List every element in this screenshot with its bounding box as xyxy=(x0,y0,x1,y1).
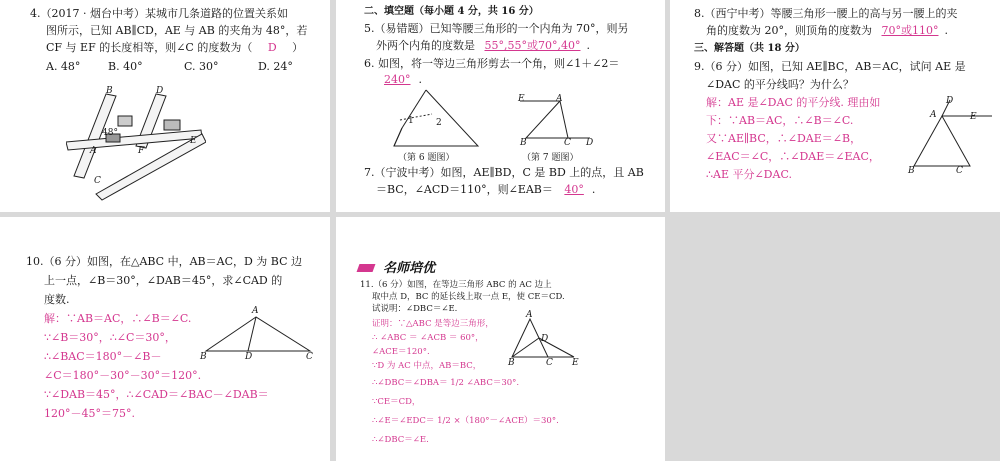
mortarboard-icon xyxy=(357,264,376,272)
q4-line-2: 图所示，已知 AB∥CD，AE 与 AB 的夹角为 48°，若 xyxy=(46,24,308,37)
q9-label-d: D xyxy=(946,96,954,106)
q10-solution-1: 解：∵AB＝AC，∴∠B＝∠C. xyxy=(44,312,192,325)
panel-question-11 xyxy=(336,217,665,461)
q7-answer: 40° xyxy=(564,183,584,196)
q10-label-a: A xyxy=(252,306,259,316)
q7-caption: （第 7 题图） xyxy=(522,153,579,163)
q6-line-1: 6. 如图，将一等边三角形剪去一个角，则∠1＋∠2＝ xyxy=(364,57,620,70)
q4-fig-label-e: E xyxy=(190,136,197,146)
q9-label-b: B xyxy=(908,166,915,176)
q11-proof-3: ∠ACE＝120°. xyxy=(372,347,430,357)
panel-question-4 xyxy=(0,0,330,212)
q6-answer-value: 240° xyxy=(384,73,411,86)
q7-line-1: 7.（宁波中考）如图，AE∥BD，C 是 BD 上的点，且 AB xyxy=(364,166,644,179)
q4-answer: D xyxy=(267,41,277,54)
q9-solution-3: 又∵AE∥BC，∴∠DAE＝∠B， xyxy=(706,132,862,145)
q7-label-a: A xyxy=(556,94,563,104)
q9-solution-2: 下：∵AB＝AC，∴∠B＝∠C. xyxy=(706,114,854,127)
q7-label-d: D xyxy=(586,138,594,148)
q4-line-3 xyxy=(46,39,303,56)
q11-line-3: 试说明：∠DBC＝∠E. xyxy=(372,304,458,314)
q11-proof-2: ∴ ∠ABC ＝ ∠ACB ＝ 60°， xyxy=(372,333,484,343)
q7-label-b: B xyxy=(520,138,527,148)
q10-line-3: 度数. xyxy=(44,293,70,306)
q4-paren: ） xyxy=(292,41,304,54)
empty-area xyxy=(670,217,1000,461)
q6-angle-2: 2 xyxy=(436,118,442,128)
q10-line-2: 上一点，∠B＝30°，∠DAB＝45°，求∠CAD 的 xyxy=(44,274,283,287)
q10-label-d: D xyxy=(245,352,253,362)
q11-line-2: 取中点 D，BC 的延长线上取一点 E，使 CE＝CD. xyxy=(372,292,565,302)
q11-label-a: A xyxy=(526,310,533,320)
panel-question-8-9 xyxy=(670,0,1000,212)
q6-caption: （第 6 题图） xyxy=(398,153,455,163)
section-fill-in-title: 二、填空题（每小题 4 分，共 16 分） xyxy=(364,6,539,17)
q10-line-1: 10.（6 分）如图，在△ABC 中，AB＝AC，D 为 BC 边 xyxy=(26,255,302,268)
q11-label-c: C xyxy=(546,358,553,368)
panel-question-10 xyxy=(0,217,330,461)
q7-label-c: C xyxy=(564,138,571,148)
q5-answer: 55°,55°或70°,40° xyxy=(484,39,581,52)
q11-label-d: D xyxy=(541,334,549,344)
panel-fill-in xyxy=(336,0,665,212)
q4-option-d: D. 24° xyxy=(258,60,293,73)
q9-line-1: 9.（6 分）如图，已知 AE∥BC，AB＝AC，试问 AE 是 xyxy=(694,60,966,73)
q11-proof-6: ∵CE＝CD， xyxy=(372,397,421,407)
q10-solution-2: ∵∠B＝30°，∴∠C＝30°， xyxy=(44,331,176,344)
q11-proof-4: ∵D 为 AC 中点，AB＝BC， xyxy=(372,361,482,371)
q6-answer: 240° . xyxy=(376,71,422,88)
q5-line-1: 5.（易错题）已知等腰三角形的一个内角为 70°，则另 xyxy=(364,22,629,35)
q8-line-2-text: 角的度数为 20°，则顶角的度数为 xyxy=(706,24,872,37)
q8-line-2: 角的度数为 20°，则顶角的度数为 70°或110° . xyxy=(706,24,948,37)
q10-solution-3: ∴∠BAC＝180°－∠B－ xyxy=(44,350,162,363)
q7-line-2-text: ＝BC，∠ACD＝110°，则∠EAB＝ xyxy=(376,183,553,196)
q4-option-c: C. 30° xyxy=(184,60,219,73)
q4-option-a: A. 48° xyxy=(46,60,81,73)
q4-option-b: B. 40° xyxy=(108,60,143,73)
q9-solution-1: 解：AE 是∠DAC 的平分线. 理由如 xyxy=(706,96,881,109)
q4-fig-label-b: B xyxy=(106,86,113,96)
famous-teacher-banner xyxy=(358,257,435,276)
q5-line-2-text: 外两个内角的度数是 xyxy=(376,39,475,52)
q8-line-1: 8.（西宁中考）等腰三角形一腰上的高与另一腰上的夹 xyxy=(694,7,958,20)
q9-label-c: C xyxy=(956,166,963,176)
q10-label-c: C xyxy=(306,352,313,362)
q7-label-e: E xyxy=(518,94,525,104)
q7-line-2: ＝BC，∠ACD＝110°，则∠EAB＝ 40° . xyxy=(376,183,596,196)
q9-label-e: E xyxy=(970,112,977,122)
q4-line-1: 4.（2017 · 烟台中考）某城市几条道路的位置关系如 xyxy=(30,7,288,20)
q4-line-3-text: CF 与 EF 的长度相等，则∠C 的度数为（ xyxy=(46,41,253,54)
q10-figure xyxy=(204,313,314,358)
q4-fig-label-f: F xyxy=(138,146,145,156)
q11-proof-8: ∴∠DBC＝∠E. xyxy=(372,435,429,445)
q4-road-figure xyxy=(66,86,206,201)
q11-proof-1: 证明：∵△ABC 是等边三角形， xyxy=(372,319,494,329)
q10-solution-6: 120°－45°＝75°. xyxy=(44,407,135,420)
q11-proof-7: ∴∠E＝∠EDC＝ 1/2 ×（180°－∠ACE）＝30°. xyxy=(372,416,559,426)
banner-text: 名师培优 xyxy=(383,261,436,276)
q4-fig-label-d: D xyxy=(156,86,164,96)
q11-proof-5: ∴∠DBC＝∠DBA＝ 1/2 ∠ABC＝30°. xyxy=(372,378,520,388)
q5-line-2: 外两个内角的度数是 55°,55°或70°,40° . xyxy=(376,39,590,52)
q4-fig-label-a: A xyxy=(90,146,97,156)
q11-label-e: E xyxy=(572,358,579,368)
q11-line-1: 11.（6 分）如图，在等边三角形 ABC 的 AC 边上 xyxy=(360,280,552,290)
q4-fig-label-angle: 48° xyxy=(102,128,118,138)
q9-solution-4: ∠EAC＝∠C，∴∠DAE＝∠EAC， xyxy=(706,150,880,163)
q10-label-b: B xyxy=(200,352,207,362)
q6-angle-1: 1 xyxy=(408,116,414,126)
q10-solution-4: ∠C＝180°－30°－30°＝120°. xyxy=(44,369,202,382)
q9-solution-5: ∴AE 平分∠DAC. xyxy=(706,168,792,181)
q8-answer: 70°或110° xyxy=(881,24,939,37)
section-solve-title: 三、解答题（共 18 分） xyxy=(694,43,805,54)
q9-label-a: A xyxy=(930,110,937,120)
q4-fig-label-c: C xyxy=(94,176,101,186)
q10-solution-5: ∵∠DAB＝45°，∴∠CAD＝∠BAC－∠DAB＝ xyxy=(44,388,269,401)
q11-label-b: B xyxy=(508,358,515,368)
q9-figure xyxy=(904,98,994,178)
q9-line-2: ∠DAC 的平分线吗？为什么？ xyxy=(706,78,854,91)
